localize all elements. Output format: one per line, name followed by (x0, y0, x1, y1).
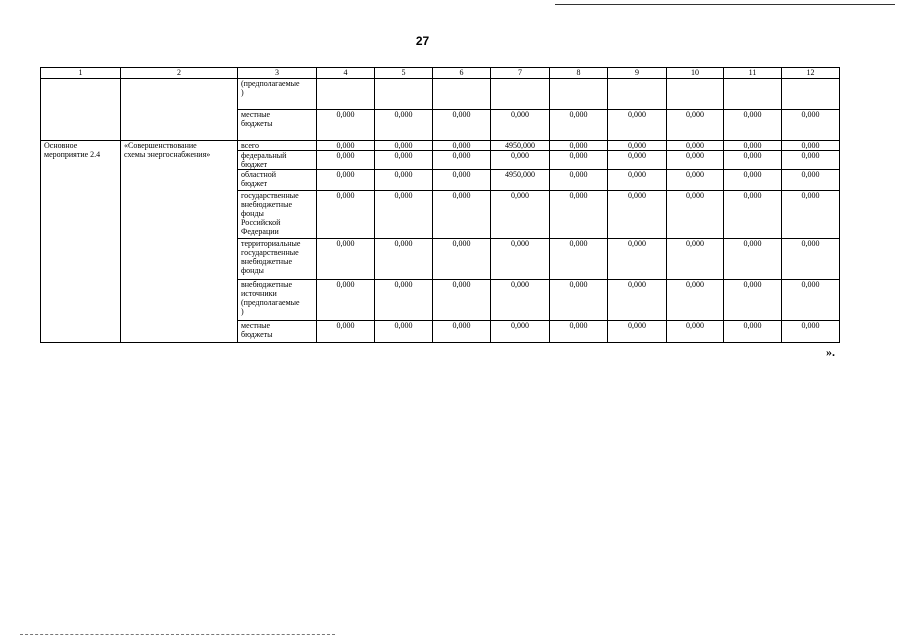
value-cell: 0,000 (491, 151, 550, 170)
value-cell: 0,000 (667, 321, 724, 343)
value-cell (667, 79, 724, 110)
header-cell: 2 (121, 68, 238, 79)
funding-source-cell: государственные внебюджетные фонды Российской Федерации (238, 191, 317, 239)
value-cell: 0,000 (782, 191, 840, 239)
page-number: 27 (415, 34, 430, 48)
value-cell: 0,000 (375, 280, 433, 321)
table-row (41, 79, 840, 110)
value-cell: 0,000 (667, 280, 724, 321)
header-cell: 3 (238, 68, 317, 79)
measure-name-cell (121, 79, 238, 141)
value-cell: 0,000 (608, 239, 667, 280)
value-cell: 0,000 (667, 239, 724, 280)
header-cell: 11 (724, 68, 782, 79)
value-cell: 0,000 (375, 191, 433, 239)
value-cell: 0,000 (608, 151, 667, 170)
value-cell: 0,000 (782, 170, 840, 191)
funding-source-cell: территориальные государственные внебюджетные фонды (238, 239, 317, 280)
value-cell: 0,000 (550, 141, 608, 151)
value-cell: 0,000 (375, 110, 433, 141)
value-cell: 0,000 (375, 170, 433, 191)
closing-quote-mark: ». (826, 345, 835, 359)
header-cell: 5 (375, 68, 433, 79)
value-cell: 0,000 (375, 239, 433, 280)
value-cell: 0,000 (317, 141, 375, 151)
header-cell: 10 (667, 68, 724, 79)
header-cell: 1 (41, 68, 121, 79)
value-cell (550, 79, 608, 110)
funding-source-cell: внебюджетные источники (предполагаемые ) (238, 280, 317, 321)
value-cell: 0,000 (608, 321, 667, 343)
value-cell: 0,000 (782, 141, 840, 151)
value-cell: 0,000 (317, 280, 375, 321)
value-cell: 0,000 (724, 321, 782, 343)
header-cell: 7 (491, 68, 550, 79)
value-cell: 4950,000 (491, 170, 550, 191)
value-cell (608, 79, 667, 110)
budget-table (40, 67, 840, 343)
value-cell: 0,000 (317, 191, 375, 239)
value-cell: 0,000 (667, 141, 724, 151)
value-cell: 0,000 (491, 110, 550, 141)
measure-name-cell: «Совершенствование схемы энергоснабжения» (121, 141, 238, 343)
value-cell: 0,000 (667, 191, 724, 239)
value-cell: 0,000 (782, 110, 840, 141)
value-cell: 0,000 (433, 151, 491, 170)
value-cell: 0,000 (433, 239, 491, 280)
funding-source-cell: федеральный бюджет (238, 151, 317, 170)
funding-source-cell: всего (238, 141, 317, 151)
value-cell: 0,000 (491, 239, 550, 280)
header-cell: 6 (433, 68, 491, 79)
value-cell: 0,000 (491, 321, 550, 343)
value-cell: 0,000 (608, 170, 667, 191)
value-cell: 0,000 (667, 110, 724, 141)
value-cell: 0,000 (550, 151, 608, 170)
measure-code-cell (41, 79, 121, 141)
value-cell: 0,000 (375, 141, 433, 151)
value-cell: 0,000 (433, 280, 491, 321)
value-cell: 0,000 (782, 321, 840, 343)
value-cell: 0,000 (433, 170, 491, 191)
header-cell: 12 (782, 68, 840, 79)
value-cell: 0,000 (608, 280, 667, 321)
value-cell: 0,000 (608, 191, 667, 239)
value-cell: 0,000 (317, 170, 375, 191)
value-cell: 0,000 (317, 321, 375, 343)
value-cell: 0,000 (608, 141, 667, 151)
value-cell: 0,000 (782, 239, 840, 280)
funding-source-cell: местные бюджеты (238, 110, 317, 141)
value-cell: 0,000 (491, 191, 550, 239)
table-row (41, 141, 840, 151)
value-cell: 0,000 (724, 110, 782, 141)
value-cell: 0,000 (375, 151, 433, 170)
value-cell: 0,000 (433, 321, 491, 343)
value-cell: 0,000 (724, 141, 782, 151)
header-cell: 4 (317, 68, 375, 79)
value-cell: 0,000 (550, 239, 608, 280)
value-cell: 0,000 (433, 141, 491, 151)
value-cell: 0,000 (317, 110, 375, 141)
value-cell: 0,000 (724, 239, 782, 280)
value-cell: 0,000 (724, 151, 782, 170)
value-cell (317, 79, 375, 110)
value-cell (433, 79, 491, 110)
funding-source-cell: местные бюджеты (238, 321, 317, 343)
value-cell: 0,000 (317, 239, 375, 280)
header-row (41, 68, 840, 79)
value-cell: 0,000 (550, 110, 608, 141)
value-cell: 0,000 (550, 170, 608, 191)
value-cell: 0,000 (550, 321, 608, 343)
value-cell: 0,000 (724, 170, 782, 191)
header-cell: 9 (608, 68, 667, 79)
funding-source-cell: областной бюджет (238, 170, 317, 191)
value-cell: 0,000 (667, 170, 724, 191)
value-cell: 0,000 (317, 151, 375, 170)
value-cell: 0,000 (550, 191, 608, 239)
value-cell (491, 79, 550, 110)
bottom-rule (20, 634, 335, 635)
value-cell: 0,000 (782, 151, 840, 170)
value-cell: 0,000 (724, 191, 782, 239)
measure-code-cell: Основное мероприятие 2.4 (41, 141, 121, 343)
funding-source-cell: (предполагаемые ) (238, 79, 317, 110)
value-cell: 0,000 (433, 191, 491, 239)
value-cell: 0,000 (667, 151, 724, 170)
top-rule (555, 4, 895, 5)
value-cell: 4950,000 (491, 141, 550, 151)
value-cell: 0,000 (375, 321, 433, 343)
header-cell: 8 (550, 68, 608, 79)
value-cell: 0,000 (550, 280, 608, 321)
value-cell: 0,000 (491, 280, 550, 321)
value-cell: 0,000 (433, 110, 491, 141)
value-cell (782, 79, 840, 110)
value-cell (375, 79, 433, 110)
value-cell: 0,000 (782, 280, 840, 321)
value-cell (724, 79, 782, 110)
value-cell: 0,000 (608, 110, 667, 141)
value-cell: 0,000 (724, 280, 782, 321)
